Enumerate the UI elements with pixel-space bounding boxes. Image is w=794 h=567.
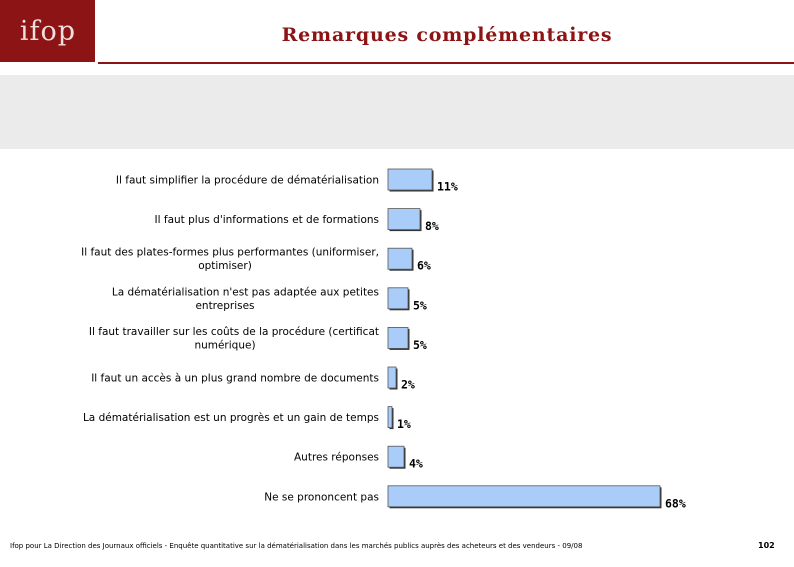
page-number: 102	[758, 541, 775, 550]
footer-source: Ifop pour La Direction des Journaux officiels - Enquête quantitative sur la dématérialisation dans les marchés publics auprès des acheteurs et des vendeurs - 09/08	[10, 542, 583, 550]
category-label-0: Il faut simplifier la procédure de dématérialisation	[115, 174, 379, 187]
bar-5	[388, 367, 396, 388]
title-divider	[98, 62, 794, 64]
category-label-2: Il faut des plates-formes plus performantes (uniformiser, optimiser)	[81, 246, 379, 273]
bar-1	[388, 209, 420, 230]
bar-chart	[0, 155, 794, 525]
value-label-8: 68%	[665, 496, 686, 511]
page-title: Remarques complémentaires	[281, 24, 613, 46]
bar-4	[388, 327, 408, 348]
value-label-2: 6%	[417, 258, 431, 273]
category-label-8: Ne se prononcent pas	[264, 491, 379, 504]
category-label-4: Il faut travailler sur les coûts de la procédure (certificat numérique)	[88, 325, 379, 352]
value-label-5: 2%	[401, 377, 415, 392]
bar-6	[388, 407, 392, 428]
value-label-1: 8%	[425, 219, 439, 234]
category-label-5: Il faut un accès à un plus grand nombre de documents	[91, 372, 379, 385]
grey-banner	[0, 75, 794, 149]
category-label-1: Il faut plus d'informations et de formations	[154, 214, 379, 227]
bar-8	[388, 486, 660, 507]
logo-text: ifop	[19, 16, 77, 47]
value-label-7: 4%	[409, 456, 423, 471]
value-label-4: 5%	[413, 337, 427, 352]
category-label-7: Autres réponses	[294, 451, 379, 464]
ifop-logo	[0, 0, 95, 62]
value-label-6: 1%	[397, 417, 411, 432]
value-label-0: 11%	[437, 179, 458, 194]
bar-3	[388, 288, 408, 309]
bar-0	[388, 169, 432, 190]
bar-7	[388, 446, 404, 467]
value-label-3: 5%	[413, 298, 427, 313]
category-label-3: La dématérialisation n'est pas adaptée aux petites entreprises	[111, 286, 379, 312]
bar-2	[388, 248, 412, 269]
category-label-6: La dématérialisation est un progrès et un gain de temps	[82, 412, 379, 425]
